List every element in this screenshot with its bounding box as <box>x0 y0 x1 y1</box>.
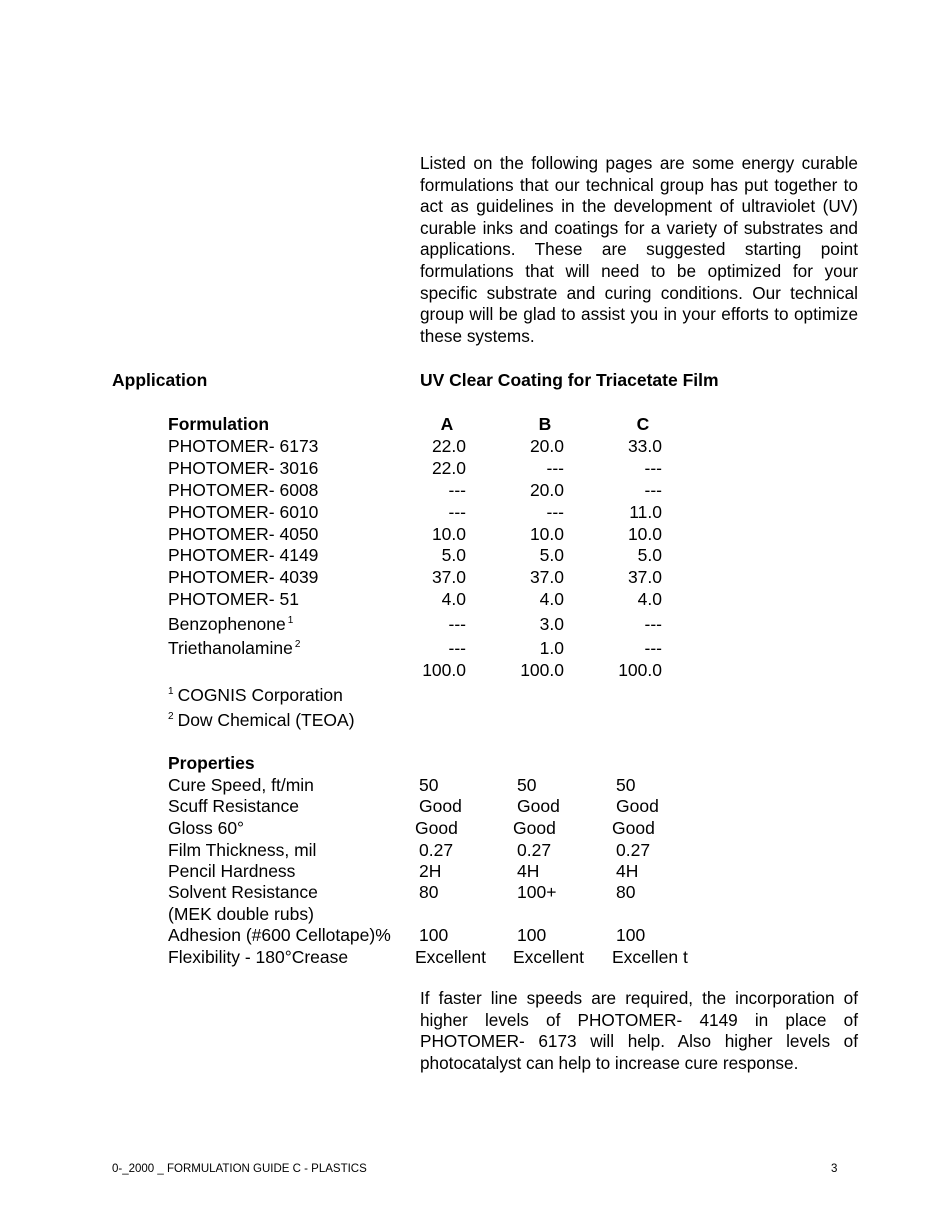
footnote-text: COGNIS Corporation <box>177 685 343 705</box>
ingredient-name: PHOTOMER- 51 <box>168 589 299 609</box>
intro-paragraph: Listed on the following pages are some energy curable formulations that our technical group has put together to act as guidelines in the development of ultraviolet (UV) curable inks and coatings for a variety of substrates and applications. These are suggested starting point formulations that will need to be optimized for your specific substrate and curing conditions. Our technical group will be glad to assist you in your efforts to optimize these systems. <box>420 153 858 346</box>
property-value-b: Good <box>517 796 560 816</box>
value-b: 37.0 <box>529 567 564 587</box>
ingredient-name-cell <box>168 637 300 659</box>
value-b: 10.0 <box>529 524 564 544</box>
property-value-c: 0.27 <box>616 840 651 860</box>
ingredient-name: PHOTOMER- 6173 <box>168 436 319 456</box>
value-c: 5.0 <box>637 545 662 565</box>
total-b: 100.0 <box>520 660 564 680</box>
footnote <box>0 684 950 706</box>
value-c: 10.0 <box>627 524 662 544</box>
property-row <box>0 839 950 861</box>
value-c: 11.0 <box>629 502 662 522</box>
value-a: --- <box>448 480 466 500</box>
formulation-row <box>0 566 950 588</box>
formulation-row <box>0 457 950 479</box>
value-c: --- <box>644 638 662 658</box>
property-name: Flexibility - 180°Crease <box>168 947 349 967</box>
total-a: 100.0 <box>422 660 466 680</box>
property-row <box>0 774 950 796</box>
closing-paragraph: If faster line speeds are required, the incorporation of higher levels of PHOTOMER- 4149 in place of PHOTOMER- 6173 will help. Also higher levels of photocatalyst can help to increase cure response. <box>420 988 858 1073</box>
property-name: Gloss 60° <box>168 818 245 838</box>
property-value-a: 2H <box>419 861 442 881</box>
property-value-c: 100 <box>616 925 646 945</box>
property-value-c: 80 <box>616 882 636 902</box>
formulation-total-row <box>0 659 950 681</box>
footnote-mark: 1 <box>168 686 174 698</box>
value-c: 33.0 <box>627 436 662 456</box>
property-row <box>0 860 950 882</box>
value-c: --- <box>644 614 662 634</box>
property-value-b: 50 <box>517 775 537 795</box>
value-a: --- <box>448 638 466 658</box>
property-value-c: Good <box>616 796 659 816</box>
column-c-header: C <box>636 414 650 434</box>
value-c: 4.0 <box>637 589 662 609</box>
formulation-row <box>0 479 950 501</box>
footnote-cell <box>168 709 355 731</box>
property-row <box>0 903 950 925</box>
value-b: 1.0 <box>539 638 564 658</box>
value-a: 10.0 <box>431 524 466 544</box>
property-value-a: 0.27 <box>419 840 454 860</box>
footnote-text: Dow Chemical (TEOA) <box>177 710 355 730</box>
property-row <box>0 795 950 817</box>
property-name: Solvent Resistance <box>168 882 318 902</box>
value-a: 22.0 <box>431 458 466 478</box>
footnote-mark: 2 <box>168 711 174 723</box>
property-value-c: 50 <box>616 775 636 795</box>
value-a: 5.0 <box>441 545 466 565</box>
ingredient-name: PHOTOMER- 3016 <box>168 458 319 478</box>
property-row <box>0 881 950 903</box>
value-c: --- <box>644 480 662 500</box>
ingredient-name: PHOTOMER- 4149 <box>168 545 319 565</box>
property-value-c: Excellen t <box>612 947 688 967</box>
value-b: --- <box>546 458 564 478</box>
footer-title: 0-_2000 _ FORMULATION GUIDE C - PLASTICS <box>112 1163 367 1175</box>
total-c: 100.0 <box>618 660 662 680</box>
value-b: 3.0 <box>539 614 564 634</box>
application-label: Application <box>112 370 208 390</box>
ingredient-name: PHOTOMER- 4039 <box>168 567 319 587</box>
value-c: --- <box>644 458 662 478</box>
property-value-b: 100 <box>517 925 547 945</box>
value-a: --- <box>448 614 466 634</box>
ingredient-name-cell <box>168 613 293 635</box>
footnote <box>0 709 950 731</box>
footnote-marker: 2 <box>294 639 301 651</box>
formulation-row <box>0 588 950 610</box>
formulation-label: Formulation <box>168 414 270 434</box>
ingredient-name: PHOTOMER- 6010 <box>168 502 319 522</box>
footnote-marker: 1 <box>287 615 294 627</box>
property-name: Scuff Resistance <box>168 796 299 816</box>
value-a: 22.0 <box>431 436 466 456</box>
properties-header <box>0 752 950 774</box>
properties-label: Properties <box>168 753 255 773</box>
ingredient-name: PHOTOMER- 4050 <box>168 524 319 544</box>
page-number: 3 <box>831 1163 838 1175</box>
formulation-row <box>0 435 950 457</box>
property-row <box>0 817 950 839</box>
ingredient-name: PHOTOMER- 6008 <box>168 480 319 500</box>
property-value-b: 100+ <box>517 882 557 902</box>
value-b: 4.0 <box>539 589 564 609</box>
formulation-row <box>0 637 950 659</box>
formulation-row <box>0 613 950 635</box>
property-name: Pencil Hardness <box>168 861 296 881</box>
property-name: (MEK double rubs) <box>168 904 314 924</box>
property-value-b: Excellent <box>513 947 585 967</box>
ingredient-name: Benzophenone <box>168 614 286 634</box>
property-row <box>0 924 950 946</box>
property-value-a: 80 <box>419 882 439 902</box>
value-a: --- <box>448 502 466 522</box>
property-name: Cure Speed, ft/min <box>168 775 314 795</box>
value-b: --- <box>546 502 564 522</box>
property-value-b: 4H <box>517 861 540 881</box>
column-a-header: A <box>440 414 454 434</box>
footnote-cell <box>168 684 343 706</box>
property-value-b: Good <box>513 818 556 838</box>
column-b-header: B <box>538 414 552 434</box>
value-c: 37.0 <box>627 567 662 587</box>
property-value-a: Good <box>415 818 458 838</box>
property-value-c: 4H <box>616 861 639 881</box>
application-title: UV Clear Coating for Triacetate Film <box>420 370 719 390</box>
formulation-row <box>0 544 950 566</box>
formulation-row <box>0 523 950 545</box>
ingredient-name: Triethanolamine <box>168 638 293 658</box>
property-value-a: 50 <box>419 775 439 795</box>
property-value-c: Good <box>612 818 655 838</box>
formulation-row <box>0 501 950 523</box>
value-a: 37.0 <box>431 567 466 587</box>
formulation-header <box>0 413 950 435</box>
value-b: 20.0 <box>529 480 564 500</box>
property-value-a: 100 <box>419 925 449 945</box>
property-name: Adhesion (#600 Cellotape)% <box>168 925 391 945</box>
value-b: 20.0 <box>529 436 564 456</box>
property-row <box>0 946 950 968</box>
property-name: Film Thickness, mil <box>168 840 317 860</box>
value-a: 4.0 <box>441 589 466 609</box>
value-b: 5.0 <box>539 545 564 565</box>
property-value-b: 0.27 <box>517 840 552 860</box>
property-value-a: Excellent <box>415 947 487 967</box>
property-value-a: Good <box>419 796 462 816</box>
